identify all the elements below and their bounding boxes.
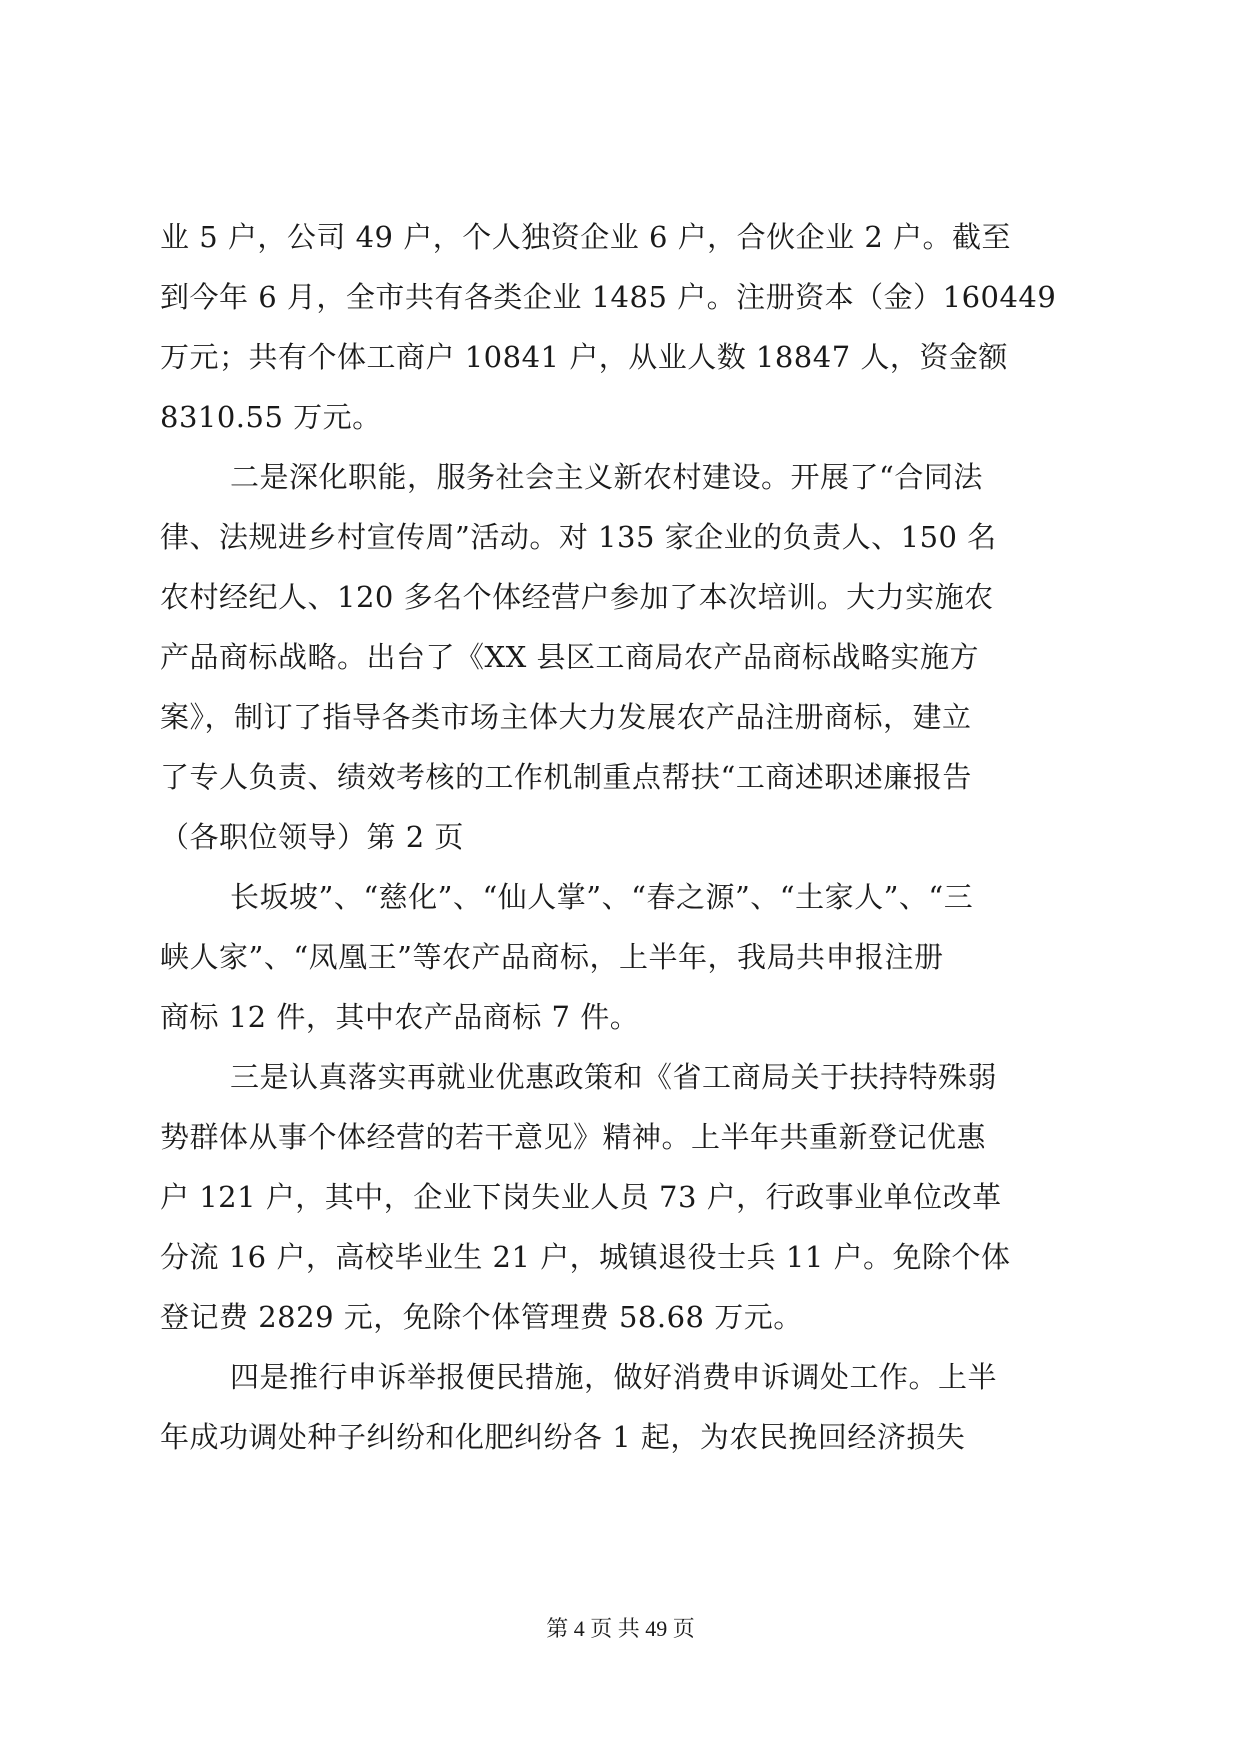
- text-line: 产品商标战略。出台了《XX 县区工商局农产品商标战略实施方: [160, 640, 980, 674]
- text-line: 年成功调处种子纠纷和化肥纠纷各 1 起，为农民挽回经济损失: [160, 1420, 966, 1454]
- text-line: 8310.55 万元。: [160, 400, 382, 434]
- paragraph-start-line: 二是深化职能，服务社会主义新农村建设。开展了“合同法: [230, 460, 983, 494]
- paragraph-start-line: 四是推行申诉举报便民措施，做好消费申诉调处工作。上半: [230, 1360, 998, 1394]
- text-line: 万元；共有个体工商户 10841 户，从业人数 18847 人，资金额: [160, 340, 1008, 374]
- text-line: （各职位领导）第 2 页: [160, 820, 464, 854]
- text-line: 户 121 户，其中，企业下岗失业人员 73 户，行政事业单位改革: [160, 1180, 1002, 1214]
- document-body: [160, 207, 1080, 1467]
- text-line: 分流 16 户，高校毕业生 21 户，城镇退役士兵 11 户。免除个体: [160, 1240, 1011, 1274]
- page-number-footer: 第 4 页 共 49 页: [546, 1616, 695, 1641]
- text-line: 律、法规进乡村宣传周”活动。对 135 家企业的负责人、150 名: [160, 520, 997, 554]
- text-line: 了专人负责、绩效考核的工作机制重点帮扶“工商述职述廉报告: [160, 760, 972, 794]
- text-line: 到今年 6 月，全市共有各类企业 1485 户。注册资本（金）160449: [160, 280, 1057, 314]
- paragraph-start-line: 三是认真落实再就业优惠政策和《省工商局关于扶持特殊弱: [230, 1060, 998, 1094]
- text-line: 峡人家”、“凤凰王”等农产品商标，上半年，我局共申报注册: [160, 940, 944, 974]
- text-line: 登记费 2829 元，免除个体管理费 58.68 万元。: [160, 1300, 803, 1334]
- text-line: 商标 12 件，其中农产品商标 7 件。: [160, 1000, 640, 1034]
- text-line: 农村经纪人、120 多名个体经营户参加了本次培训。大力实施农: [160, 580, 994, 614]
- paragraph-start-line: 长坂坡”、“慈化”、“仙人掌”、“春之源”、“土家人”、“三: [230, 880, 974, 914]
- text-line: 势群体从事个体经营的若干意见》精神。上半年共重新登记优惠: [160, 1120, 987, 1154]
- text-line: 案》，制订了指导各类市场主体大力发展农产品注册商标，建立: [160, 700, 972, 734]
- text-line: 业 5 户，公司 49 户，个人独资企业 6 户，合伙企业 2 户。截至: [160, 220, 1012, 254]
